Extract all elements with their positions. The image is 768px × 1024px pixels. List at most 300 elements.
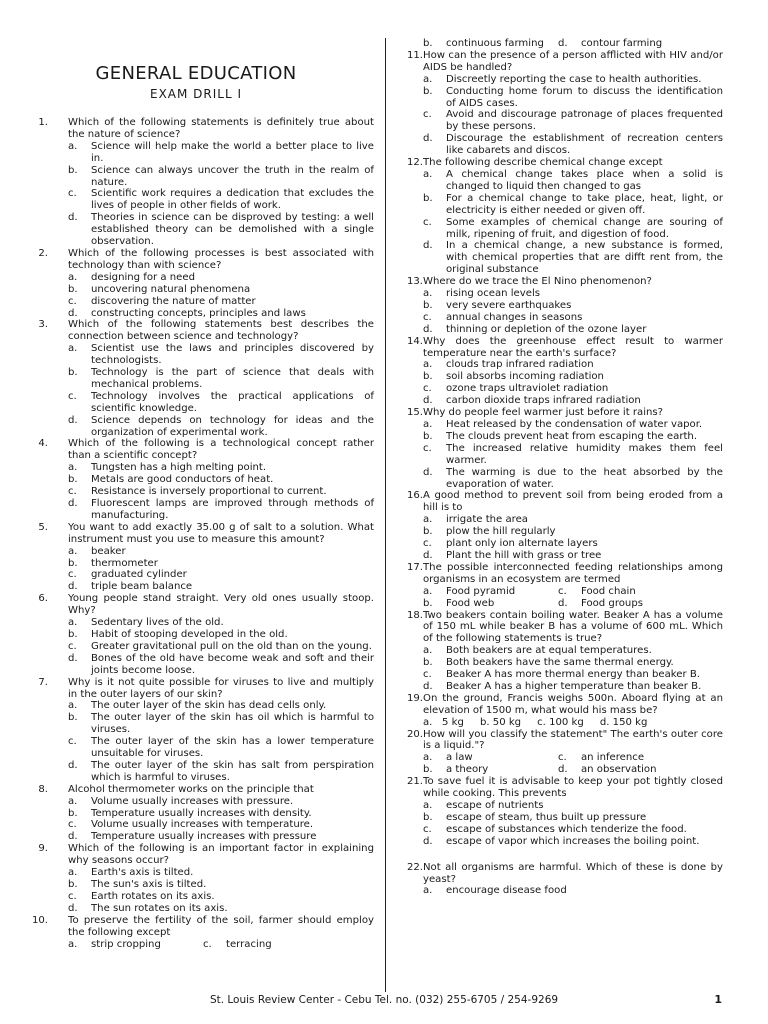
question-stem — [397, 776, 723, 800]
question-stem — [397, 610, 723, 646]
answer-option — [558, 598, 643, 610]
document-subtitle: EXAM DRILL I — [149, 87, 243, 101]
answer-option — [18, 796, 374, 808]
option-letter: a. — [423, 585, 433, 597]
question-item — [397, 50, 723, 157]
question-stem — [18, 593, 374, 617]
question-text: How will you classify the statement" The earth's outer core is a liquid."? — [423, 728, 723, 752]
question-text: Why does the greenhouse effect result to warmer temperature near the earth's surface? — [423, 335, 723, 359]
answer-option — [397, 669, 723, 681]
answer-option — [18, 391, 374, 415]
option-letter: d. — [68, 414, 78, 426]
option-letter: c. — [68, 295, 77, 307]
option-letter: d. — [68, 902, 78, 914]
option-letter: b. — [68, 807, 78, 819]
question-stem — [18, 915, 374, 939]
question-text: Which of the following is a technological concept rather than a scientific concept? — [68, 438, 374, 462]
option-text: The sun rotates on its axis. — [91, 902, 228, 914]
question-stem — [397, 276, 723, 288]
option-text: carbon dioxide traps infrared radiation — [446, 395, 641, 407]
option-letter: a. — [68, 462, 78, 474]
answer-option — [18, 141, 374, 165]
option-letter: b. — [68, 879, 78, 890]
question-text: Two beakers contain boiling water. Beaker A has a volume of 150 mL while beaker B has a volume of 600 mL. Which of the following statements is true? — [423, 609, 723, 645]
option-letter: a. — [423, 885, 433, 897]
answer-option — [18, 546, 374, 558]
question-text: The possible interconnected feeding relationships among organisms in an ecosystem are termed — [423, 561, 723, 585]
question-list — [18, 117, 374, 950]
option-text: escape of steam, thus built up pressure — [446, 811, 647, 823]
answer-option — [397, 383, 723, 395]
option-letter: c. — [68, 890, 77, 902]
question-item — [397, 407, 723, 490]
option-text: Food pyramid — [446, 585, 516, 597]
question-number: 6. — [38, 593, 48, 605]
question-text: Which of the following statements best describes the connection between science and technology? — [68, 319, 374, 343]
option-text: beaker — [91, 545, 126, 557]
question-text: On the ground, Francis weighs 500n. Aboard flying at an elevation of 1500 m, what would his mass be? — [423, 692, 723, 716]
answer-option — [68, 939, 203, 951]
option-letter: b. — [423, 657, 433, 669]
answer-option — [397, 681, 723, 693]
option-letter: c. — [423, 669, 432, 681]
option-text: Both beakers are at equal temperatures. — [446, 645, 652, 657]
answer-option — [18, 712, 374, 736]
answer-option — [18, 188, 374, 212]
option-letter: b. — [423, 430, 433, 442]
question-number: 22. — [406, 861, 423, 873]
option-letter: b. — [423, 85, 433, 97]
question-stem — [18, 438, 374, 462]
option-text: clouds trap infrared radiation — [446, 359, 594, 371]
question-stem — [18, 248, 374, 272]
option-letter: a. — [423, 419, 433, 430]
option-text: plow the hill regularly — [446, 526, 556, 538]
answer-option — [558, 764, 657, 776]
answer-option — [18, 486, 374, 498]
column-divider — [385, 38, 386, 992]
question-number: 2. — [38, 247, 48, 259]
question-text: Which of the following processes is best associated with technology than with science? — [68, 247, 374, 271]
option-text: Technology is the part of science that deals with mechanical problems. — [91, 367, 374, 390]
option-letter: d. — [68, 498, 78, 509]
answer-option — [18, 415, 374, 439]
answer-options-inline: a. 5 kg b. 50 kg c. 100 kg d. 150 kg — [423, 716, 648, 728]
option-text: discovering the nature of matter — [91, 295, 256, 307]
option-text: irrigate the area — [446, 514, 528, 526]
question-stem — [18, 843, 374, 867]
option-text: escape of substances which tenderize the food. — [446, 823, 687, 835]
option-text: encourage disease food — [446, 885, 567, 897]
option-letter: b. — [68, 628, 78, 640]
footer-text: St. Louis Review Center - Cebu Tel. no. (032) 255-6705 / 254-9269 — [209, 994, 559, 1006]
option-text: triple beam balance — [91, 581, 193, 593]
option-text: Discreetly reporting the case to health authorities. — [446, 73, 702, 85]
question-item — [397, 276, 723, 336]
option-letter: c. — [68, 188, 77, 200]
option-text: Heat released by the condensation of water vapor. — [446, 419, 703, 430]
answer-option — [423, 752, 558, 764]
option-text: constructing concepts, principles and laws — [91, 307, 306, 319]
answer-option — [18, 891, 374, 903]
answer-option — [18, 165, 374, 189]
option-text: Greater gravitational pull on the old than on the young. — [91, 640, 372, 652]
option-text: The increased relative humidity makes them feel warmer. — [446, 442, 723, 466]
question-number: 4. — [38, 438, 48, 450]
answer-option — [18, 903, 374, 915]
option-letter: b. — [423, 371, 433, 383]
option-text: rising ocean levels — [446, 288, 541, 300]
option-letter: a. — [423, 73, 433, 85]
option-text: Some examples of chemical change are souring of milk, ripening of fruit, and digestion of food. — [446, 216, 723, 240]
question-stem — [18, 677, 374, 701]
option-text: Theories in science can be disproved by testing: a well established theory can be demolished with a single observation. — [91, 212, 374, 248]
option-text: continuous farming — [446, 38, 544, 49]
answer-option — [18, 831, 374, 843]
answer-option — [558, 752, 644, 764]
answer-option — [18, 474, 374, 486]
question-item — [397, 776, 723, 847]
option-text: a law — [446, 752, 473, 764]
option-text: designing for a need — [91, 271, 196, 283]
question-number: 1. — [38, 117, 48, 128]
option-letter: a. — [423, 800, 433, 811]
option-text: Food chain — [581, 585, 636, 597]
answer-option — [397, 467, 723, 491]
answer-option — [423, 598, 558, 610]
option-letter: a. — [68, 140, 78, 152]
option-letter: b. — [68, 712, 78, 724]
option-text: Volume usually increases with pressure. — [91, 795, 294, 807]
question-item — [18, 677, 374, 784]
answer-option — [397, 133, 723, 157]
answer-option — [18, 867, 374, 879]
answer-option — [397, 359, 723, 371]
option-text: plant only ion alternate layers — [446, 538, 598, 550]
option-letter: a. — [68, 271, 78, 283]
option-letter: b. — [68, 164, 78, 176]
option-text: Temperature usually increases with pressure — [91, 831, 317, 843]
option-text: Science can always uncover the truth in the realm of nature. — [91, 164, 374, 188]
option-text: The sun's axis is tilted. — [91, 879, 207, 890]
option-text: A chemical change takes place when a solid is changed to liquid then changed to gas — [446, 168, 723, 192]
option-text: soil absorbs incoming radiation — [446, 371, 604, 383]
question-text: A good method to prevent soil from being eroded from a hill is to — [423, 490, 723, 514]
answer-option — [397, 443, 723, 467]
option-text: Conducting home forum to discuss the identification of AIDS cases. — [446, 85, 723, 109]
option-text: The clouds prevent heat from escaping the earth. — [446, 430, 698, 442]
answer-option — [397, 109, 723, 133]
answer-option — [397, 217, 723, 241]
answer-option — [397, 288, 723, 300]
option-text: Technology involves the practical applications of scientific knowledge. — [91, 390, 374, 414]
option-letter: b. — [423, 597, 433, 609]
option-letter: a. — [68, 545, 78, 557]
option-letter: a. — [423, 752, 433, 764]
option-letter: d. — [423, 549, 433, 561]
answer-option — [397, 645, 723, 657]
question-item — [397, 336, 723, 407]
option-text: Food groups — [581, 597, 643, 609]
answer-option-row — [18, 939, 374, 951]
question-text: Which of the following statements is definitely true about the nature of science? — [68, 117, 374, 140]
question-item — [397, 38, 723, 50]
answer-option — [397, 312, 723, 324]
answer-option — [397, 514, 723, 526]
option-letter: c. — [68, 640, 77, 652]
option-text: For a chemical change to take place, heat, light, or electricity is either needed or given off. — [446, 192, 723, 216]
question-number: 9. — [38, 843, 48, 855]
question-text: Why is it not quite possible for viruses to live and multiply in the outer layers of our skin? — [68, 676, 374, 700]
option-text: Plant the hill with grass or tree — [446, 549, 602, 561]
option-text: Fluorescent lamps are improved through methods of manufacturing. — [91, 498, 374, 521]
question-item — [397, 862, 723, 898]
question-number: 21. — [406, 776, 423, 788]
option-letter: d. — [423, 240, 433, 252]
option-text: an observation — [581, 764, 657, 776]
option-text: Temperature usually increases with density. — [91, 807, 312, 819]
answer-option — [18, 296, 374, 308]
option-text: contour farming — [581, 38, 663, 49]
answer-option — [18, 569, 374, 581]
answer-option — [18, 558, 374, 570]
answer-option — [18, 736, 374, 760]
option-letter: b. — [68, 283, 78, 295]
option-letter: a. — [68, 938, 78, 950]
answer-option — [397, 836, 723, 848]
option-letter: a. — [423, 168, 433, 180]
answer-option — [397, 371, 723, 383]
answer-option — [397, 240, 723, 276]
question-item — [18, 319, 374, 438]
answer-option — [397, 550, 723, 562]
option-letter: a. — [423, 288, 433, 300]
option-letter: d. — [68, 581, 78, 593]
option-text: Tungsten has a high melting point. — [91, 462, 267, 474]
answer-option — [18, 462, 374, 474]
option-text: thinning or depletion of the ozone layer — [446, 323, 647, 335]
answer-option — [18, 367, 374, 391]
option-text: The outer layer of the skin has salt from perspiration which is harmful to viruses. — [91, 759, 374, 783]
option-letter: c. — [68, 819, 77, 831]
answer-option — [18, 641, 374, 653]
question-item — [18, 784, 374, 844]
option-text: The outer layer of the skin has dead cells only. — [91, 700, 327, 712]
question-item — [397, 729, 723, 777]
answer-option — [397, 885, 723, 897]
question-stem — [397, 862, 723, 886]
option-letter: d. — [423, 835, 433, 847]
option-text: escape of nutrients — [446, 800, 544, 811]
option-text: Resistance is inversely proportional to current. — [91, 486, 327, 498]
answer-option — [397, 395, 723, 407]
option-letter: d. — [68, 307, 78, 319]
option-text: The warming is due to the heat absorbed by the evaporation of water. — [446, 466, 723, 490]
answer-option — [18, 808, 374, 820]
option-letter: c. — [423, 538, 432, 550]
option-letter: c. — [423, 442, 432, 454]
option-letter: d. — [423, 680, 433, 692]
question-number: 12. — [406, 157, 423, 169]
option-letter: c. — [558, 585, 567, 597]
answer-option — [397, 324, 723, 336]
answer-option — [397, 431, 723, 443]
question-item — [397, 490, 723, 561]
option-letter: d. — [68, 831, 78, 843]
answer-option — [397, 812, 723, 824]
option-text: Sedentary lives of the old. — [91, 617, 224, 629]
answer-option — [18, 617, 374, 629]
answer-option-row — [397, 598, 723, 610]
option-letter: a. — [423, 359, 433, 371]
question-text: Why do people feel warmer just before it rains? — [423, 407, 664, 419]
question-number: 3. — [38, 319, 48, 331]
answer-option — [18, 212, 374, 248]
question-list — [397, 38, 723, 897]
option-letter: d. — [558, 764, 568, 776]
option-letter: c. — [68, 736, 77, 748]
question-number: 17. — [406, 561, 423, 573]
question-text: Which of the following is an important factor in explaining why seasons occur? — [68, 843, 374, 867]
option-text: Science will help make the world a better place to live in. — [91, 140, 374, 164]
question-item — [397, 157, 723, 276]
option-letter: b. — [423, 526, 433, 538]
question-number: 5. — [38, 521, 48, 533]
question-number: 20. — [406, 728, 423, 740]
question-stem — [397, 407, 723, 419]
option-text: Bones of the old have become weak and soft and their joints become loose. — [91, 652, 374, 676]
question-text: The following describe chemical change except — [423, 157, 663, 169]
question-number: 14. — [406, 335, 423, 347]
option-letter: d. — [558, 597, 568, 609]
left-column — [18, 0, 374, 950]
option-text: The outer layer of the skin has a lower temperature unsuitable for viruses. — [91, 736, 374, 760]
question-item — [18, 843, 374, 914]
question-text: You want to add exactly 35.00 g of salt to a solution. What instrument must you use to measure this amount? — [68, 521, 374, 545]
right-column — [397, 0, 723, 897]
question-stem — [397, 562, 723, 586]
question-text: To preserve the fertility of the soil, farmer should employ the following except — [68, 914, 374, 938]
option-letter: b. — [423, 38, 433, 49]
question-item — [18, 915, 374, 951]
answer-option — [18, 629, 374, 641]
answer-option — [558, 38, 662, 50]
question-number: 8. — [38, 783, 48, 795]
option-text: Scientist use the laws and principles discovered by technologists. — [91, 343, 374, 367]
option-letter: d. — [68, 212, 78, 224]
question-item — [18, 438, 374, 521]
title-block — [18, 64, 374, 103]
question-number: 10. — [31, 914, 48, 926]
answer-option — [397, 193, 723, 217]
option-letter: d. — [423, 466, 433, 478]
answer-option — [18, 284, 374, 296]
question-text: Alcohol thermometer works on the principle that — [68, 783, 314, 795]
answer-option — [397, 169, 723, 193]
option-letter: a. — [68, 795, 78, 807]
option-text: Volume usually increases with temperature. — [91, 819, 314, 831]
option-text: uncovering natural phenomena — [91, 283, 251, 295]
option-letter: d. — [423, 133, 433, 145]
option-letter: c. — [68, 390, 77, 402]
answer-option — [397, 538, 723, 550]
answer-option-row — [397, 764, 723, 776]
question-item — [397, 693, 723, 729]
option-text: The outer layer of the skin has oil which is harmful to viruses. — [91, 712, 374, 736]
question-stem — [18, 784, 374, 796]
option-text: graduated cylinder — [91, 569, 187, 581]
answer-option — [203, 939, 272, 951]
option-letter: a. — [68, 343, 78, 355]
answer-option — [558, 586, 636, 598]
option-text: Metals are good conductors of heat. — [91, 474, 274, 486]
question-item — [397, 562, 723, 610]
answer-option — [18, 498, 374, 522]
question-item — [397, 610, 723, 693]
answer-option — [397, 526, 723, 538]
answer-option — [397, 419, 723, 431]
question-number: 15. — [406, 407, 423, 419]
option-letter: c. — [423, 823, 432, 835]
option-text: Habit of stooping developed in the old. — [91, 628, 288, 640]
option-letter: b. — [68, 557, 78, 569]
option-letter: a. — [68, 700, 78, 712]
question-text: Where do we trace the El Nino phenomenon? — [423, 276, 652, 288]
answer-option — [18, 700, 374, 712]
option-text: Avoid and discourage patronage of places frequented by these persons. — [446, 109, 723, 133]
answer-option — [18, 343, 374, 367]
answer-option — [18, 760, 374, 784]
option-letter: d. — [423, 395, 433, 407]
option-letter: a. — [68, 617, 78, 629]
answer-option — [397, 657, 723, 669]
option-letter: b. — [423, 764, 433, 776]
answer-option — [18, 653, 374, 677]
answer-option — [397, 300, 723, 312]
option-letter: b. — [68, 367, 78, 379]
answer-option — [397, 800, 723, 812]
question-number: 16. — [406, 490, 423, 502]
answer-option — [397, 74, 723, 86]
question-text: How can the presence of a person afflicted with HIV and/or AIDS be handled? — [423, 49, 723, 73]
question-number: 13. — [406, 276, 423, 288]
answer-option — [18, 308, 374, 320]
option-text: strip cropping — [91, 938, 161, 950]
question-stem — [18, 522, 374, 546]
option-text: Food web — [446, 597, 495, 609]
answer-option — [18, 819, 374, 831]
option-letter: b. — [423, 811, 433, 823]
question-number: 11. — [406, 49, 423, 61]
question-item — [18, 117, 374, 248]
option-letter: c. — [423, 311, 432, 323]
option-text: In a chemical change, a new substance is formed, with chemical properties that are difft rent from, the original substance — [446, 240, 723, 276]
option-text: Scientific work requires a dedication that excludes the lives of people in other fields of work. — [91, 188, 374, 212]
question-item — [18, 522, 374, 593]
question-number: 7. — [38, 676, 48, 688]
option-text: a theory — [446, 764, 489, 776]
answer-option — [397, 824, 723, 836]
question-stem — [397, 490, 723, 514]
question-number: 18. — [406, 609, 423, 621]
option-text: Beaker A has a higher temperature than beaker B. — [446, 680, 702, 692]
answer-option — [397, 86, 723, 110]
option-text: Discourage the establishment of recreation centers like cabarets and discos. — [446, 133, 723, 157]
option-text: an inference — [581, 752, 645, 764]
option-letter: d. — [68, 759, 78, 771]
question-stem — [397, 157, 723, 169]
option-text: Science depends on technology for ideas and the organization of experimental work. — [91, 414, 374, 438]
